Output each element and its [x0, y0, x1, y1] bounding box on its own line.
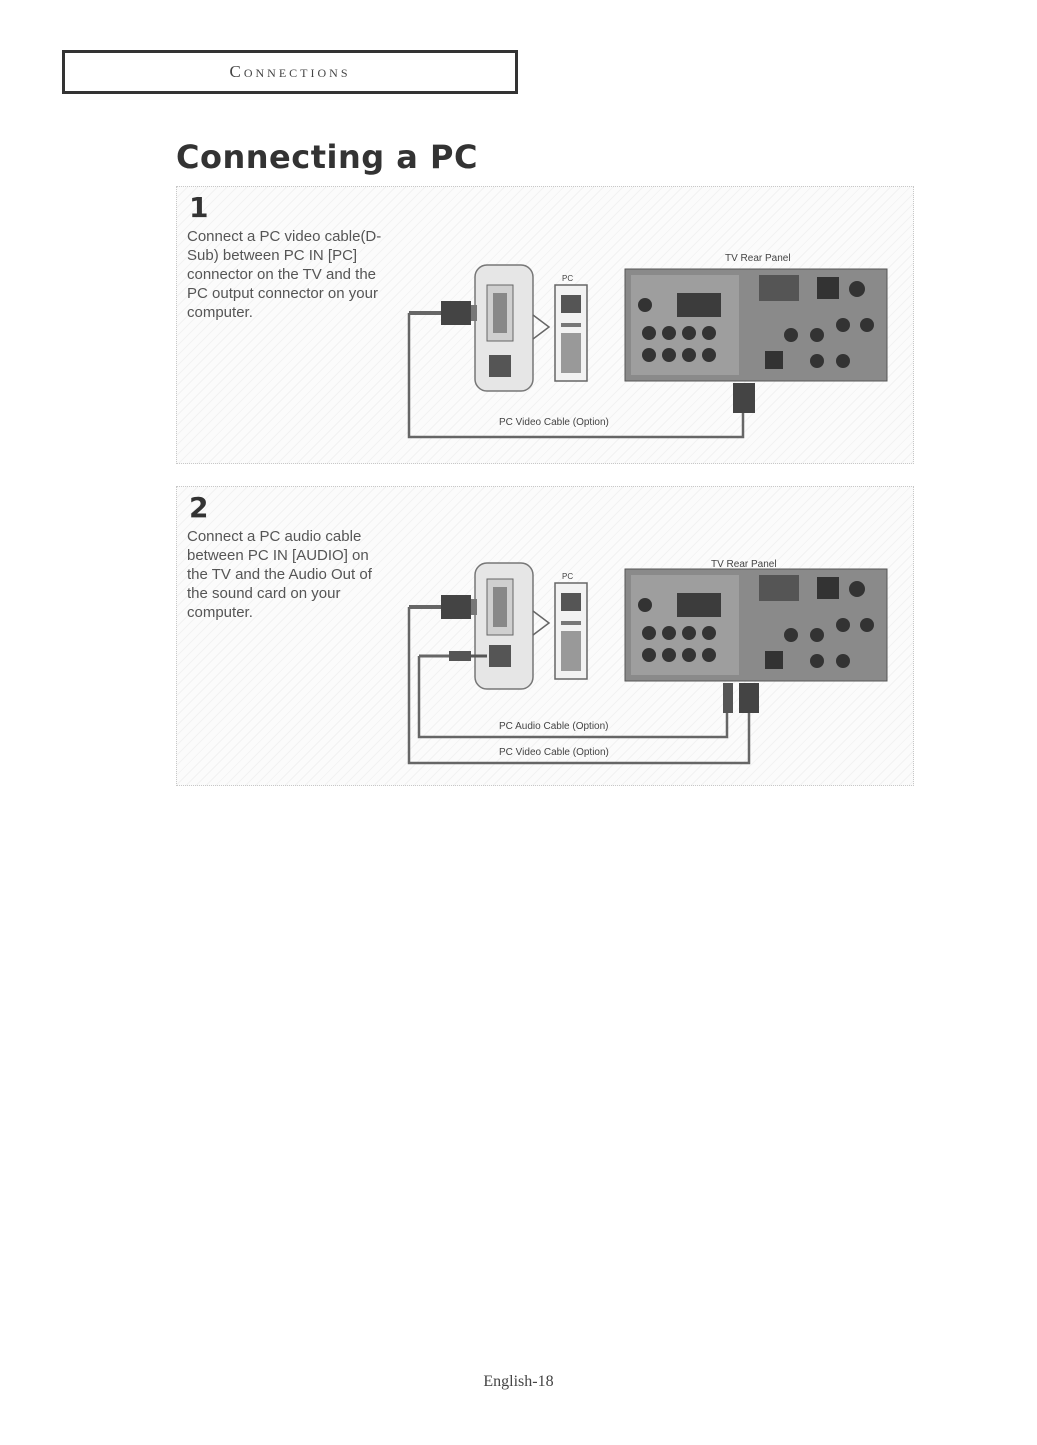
pc-label: PC — [562, 572, 574, 581]
page-number: English-18 — [483, 1373, 554, 1390]
step-number: 1 — [189, 191, 209, 224]
audio-cable-label: PC Audio Cable (Option) — [499, 721, 609, 732]
connection-diagram — [387, 205, 907, 465]
section-title: Connections — [229, 62, 351, 81]
pc-label: PC — [562, 274, 574, 283]
section-header — [62, 50, 518, 94]
step-1-panel — [176, 186, 914, 464]
tv-rear-panel-label: TV Rear Panel — [711, 559, 777, 570]
step-instructions: Connect a PC video cable(D-Sub) between PC IN [PC] connector on the TV and the PC output connector on your computer. — [187, 228, 382, 321]
pc-audio-connection-illustration — [387, 505, 907, 785]
step-number: 2 — [189, 491, 209, 524]
step-2-panel — [176, 486, 914, 786]
page-title: Connecting a PC — [176, 138, 478, 176]
tv-rear-panel-label: TV Rear Panel — [725, 253, 791, 264]
step-instructions: Connect a PC audio cable between PC IN [AUDIO] on the TV and the Audio Out of the sound card on your computer. — [187, 528, 372, 621]
connection-diagram — [387, 505, 907, 785]
video-cable-label: PC Video Cable (Option) — [499, 747, 609, 758]
cable-label: PC Video Cable (Option) — [499, 417, 609, 428]
pc-video-connection-illustration — [387, 205, 907, 465]
